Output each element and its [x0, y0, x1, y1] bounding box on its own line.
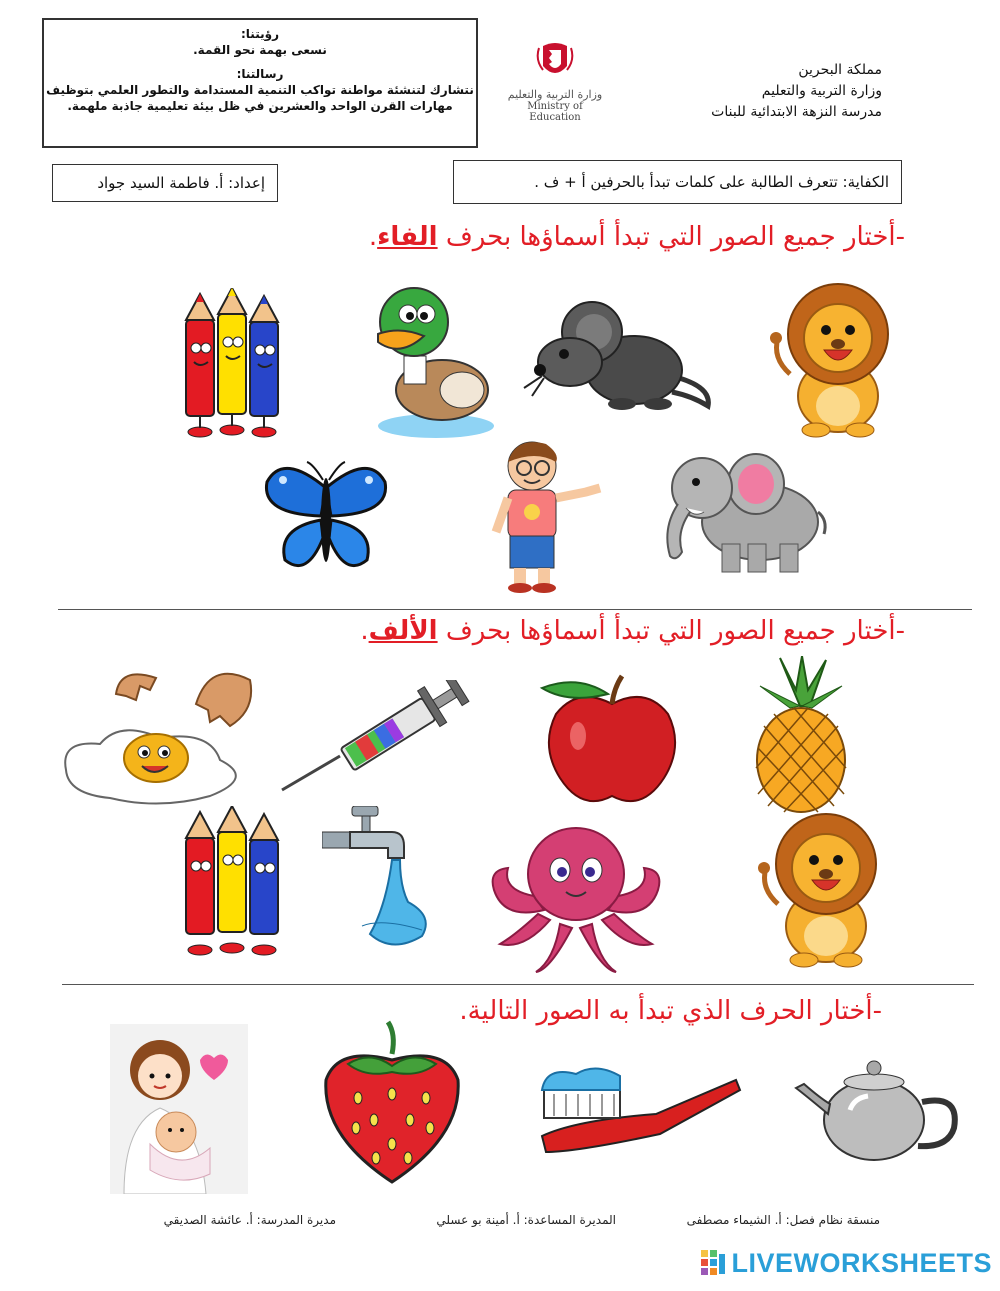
ministry-name-ar: وزارة التربية والتعليم: [507, 88, 603, 101]
vision-text: نسعى بهمة نحو القمة.: [193, 43, 327, 57]
lion-picture[interactable]: [768, 278, 894, 438]
apple-picture[interactable]: [538, 674, 686, 810]
school-info: [711, 60, 882, 123]
egg-picture[interactable]: [60, 660, 258, 806]
question-3: [459, 996, 882, 1026]
bahrain-emblem-icon: [535, 40, 575, 84]
teapot-picture[interactable]: [794, 1058, 960, 1168]
question-2: -أختار جميع الصور التي تبدأ أسماؤها بحرف الألف.: [360, 616, 905, 646]
footer-coordinator: منسقة نظام فصل: أ. الشيماء مصطفى: [686, 1213, 880, 1227]
footer-principal: مديرة المدرسة: أ. عائشة الصديقي: [163, 1213, 336, 1227]
mother-baby-picture[interactable]: [110, 1024, 248, 1194]
author-box: [52, 164, 278, 202]
liveworksheets-brand-text: LIVEWORKSHEETS: [731, 1248, 992, 1278]
footer-assistant: المديرة المساعدة: أ. أمينة بو عسلي: [436, 1213, 616, 1227]
mission-title: رسالتنا:: [236, 67, 284, 81]
vision-title: رؤيتنا:: [241, 27, 279, 41]
question-2-letter: الألف: [368, 616, 438, 646]
duck-picture[interactable]: [370, 278, 498, 440]
question-1-text: -أختار جميع الصور التي تبدأ أسماؤها بحرف: [437, 222, 905, 252]
vision-mission-box: [42, 18, 478, 148]
kingdom-name: مملكة البحرين: [798, 62, 882, 78]
butterfly-picture[interactable]: [263, 458, 389, 580]
question-2-text: -أختار جميع الصور التي تبدأ أسماؤها بحرف: [437, 616, 905, 646]
crayons-picture-2[interactable]: [172, 806, 292, 958]
elephant-picture[interactable]: [656, 448, 832, 576]
mouse-picture[interactable]: [522, 296, 718, 418]
ministry-name-en: Ministry of Education: [527, 101, 583, 123]
syringe-picture[interactable]: [278, 680, 472, 794]
liveworksheets-logo-icon: [701, 1250, 727, 1278]
octopus-picture[interactable]: [484, 820, 668, 978]
ministry-line: وزارة التربية والتعليم: [761, 83, 882, 99]
school-name: مدرسة النزهة الابتدائية للبنات: [711, 104, 882, 120]
lion-picture-2[interactable]: [756, 808, 882, 968]
faucet-picture[interactable]: [322, 806, 438, 952]
crayons-picture[interactable]: [172, 288, 292, 440]
liveworksheets-brand[interactable]: [701, 1248, 992, 1279]
section-divider-1: [58, 609, 972, 610]
section-divider-2: [62, 984, 974, 985]
competency-text: الكفاية: تتعرف الطالبة على كلمات تبدأ بالحرفين أ + ف .: [534, 173, 889, 191]
boy-picture[interactable]: [486, 436, 604, 594]
question-3-text: -أختار الحرف الذي تبدأ به الصور التالية.: [459, 996, 882, 1026]
competency-box: [453, 160, 902, 204]
question-1: -أختار جميع الصور التي تبدأ أسماؤها بحرف الفاء.: [368, 222, 905, 252]
mission-line-2: مهارات القرن الواحد والعشرين في ظل بيئة تعليمية جاذبة ملهمة.: [67, 99, 453, 113]
mission-line-1: نتشارك لتنشئة مواطنة تواكب التنمية المستدامة والتطور العلمي بتوظيف: [46, 83, 474, 97]
toothbrush-picture[interactable]: [536, 1060, 742, 1160]
ministry-logo: [500, 40, 610, 123]
author-text: إعداد: أ. فاطمة السيد جواد: [97, 174, 265, 192]
strawberry-picture[interactable]: [318, 1020, 466, 1184]
pineapple-picture[interactable]: [750, 656, 852, 816]
question-1-letter: الفاء: [377, 222, 438, 252]
